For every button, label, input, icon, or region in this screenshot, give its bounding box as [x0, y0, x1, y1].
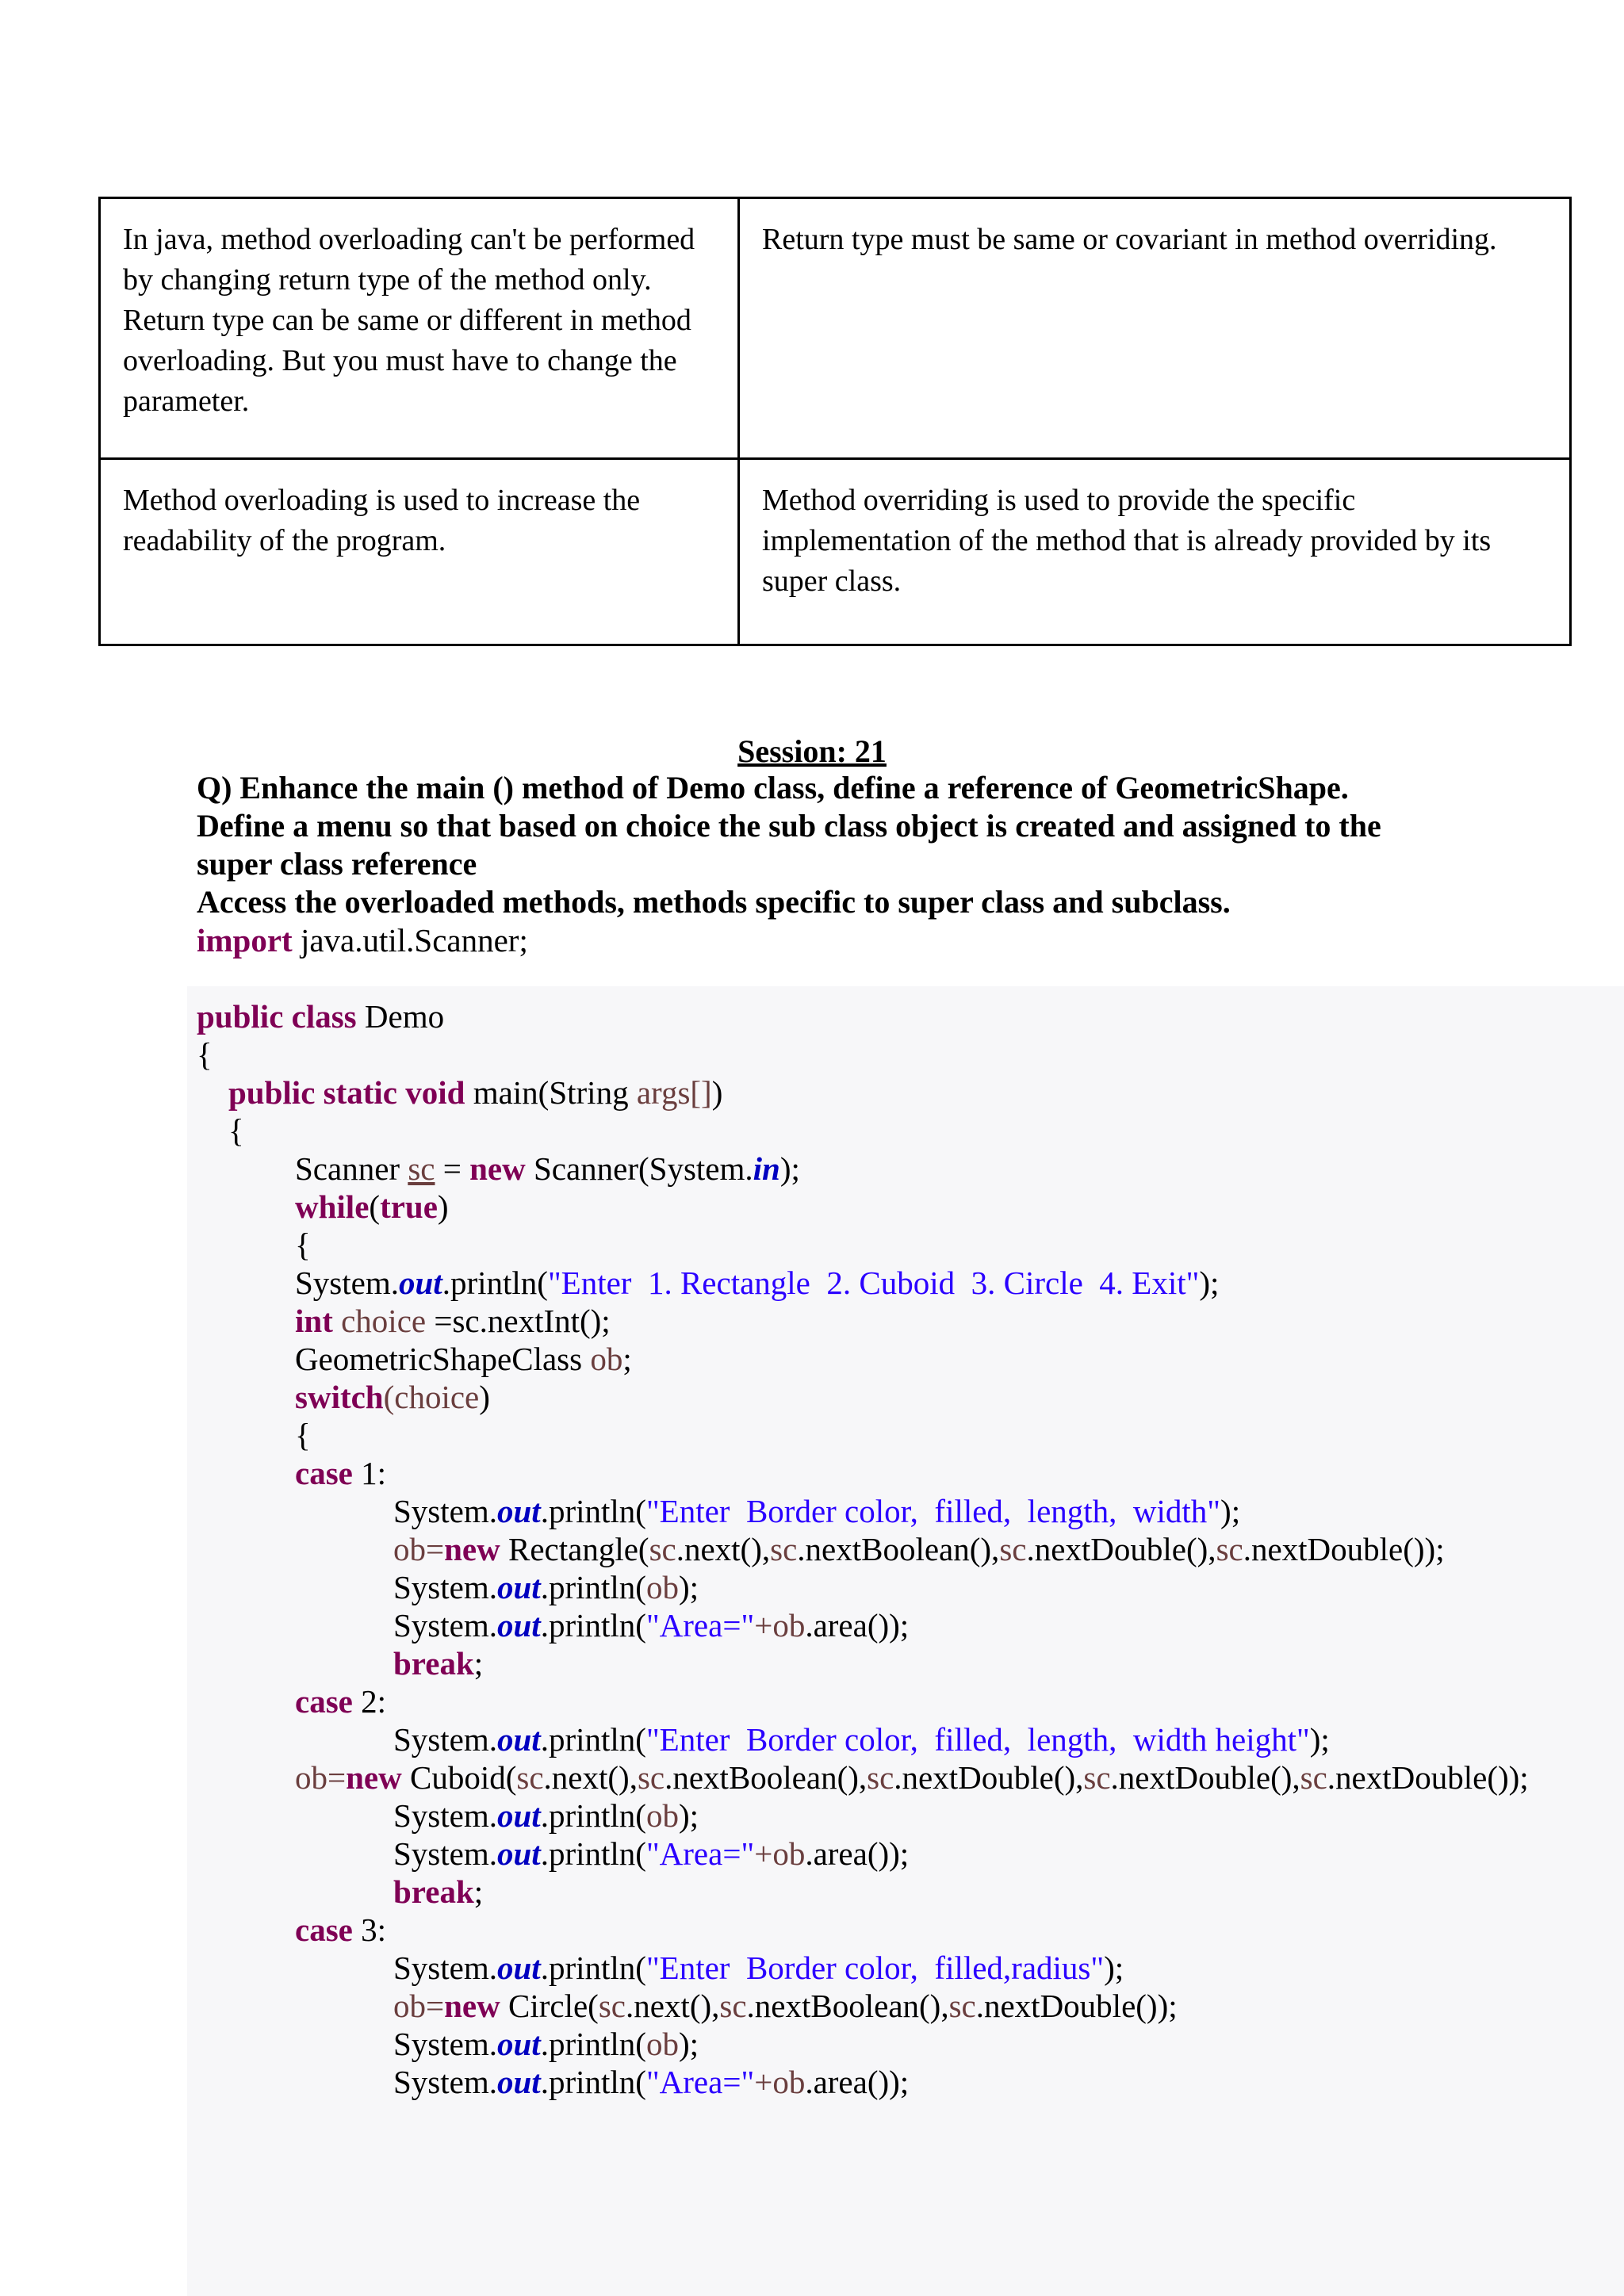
keyword: case	[295, 1683, 353, 1720]
keyword: import	[197, 922, 293, 959]
variable: sc	[598, 1988, 626, 2024]
code-text: .println(	[540, 1493, 646, 1529]
code-text: main(String	[465, 1074, 637, 1111]
code-text: 1:	[352, 1455, 387, 1491]
code-text: .area());	[805, 1835, 910, 1872]
comparison-table	[98, 197, 1572, 646]
keyword: true	[380, 1188, 438, 1225]
code-line-println-area	[393, 1835, 909, 1873]
keyword: void	[405, 1074, 465, 1111]
code-text: .println(	[540, 2026, 646, 2062]
string-literal: "Area="	[645, 2064, 755, 2100]
string-literal: "Area="	[645, 1835, 755, 1872]
code-text: );	[678, 1797, 699, 1834]
code-text: .println(	[442, 1265, 548, 1301]
code-line-main-decl	[228, 1073, 722, 1112]
code-text: .println(	[540, 1569, 646, 1605]
variable: sc	[516, 1759, 544, 1796]
variable: ob	[590, 1341, 623, 1377]
variable: sc	[1083, 1759, 1111, 1796]
code-line-brace	[295, 1416, 311, 1454]
static-field: out	[497, 1607, 541, 1644]
code-line-println	[393, 1720, 1330, 1758]
table-cell-overriding: Method overriding is used to provide the specific implementation of the method that is already provided by its super class.	[739, 459, 1571, 645]
variable: ob	[645, 1797, 679, 1834]
string-literal: "Enter Border color, filled, length, width"	[645, 1493, 1221, 1529]
code-text: System.	[393, 2026, 497, 2062]
code-line-choice	[295, 1302, 611, 1340]
code-line-println-ob	[393, 1568, 699, 1606]
static-field: out	[497, 1721, 541, 1758]
keyword: switch	[295, 1379, 384, 1415]
code-text: );	[1220, 1493, 1241, 1529]
code-text: .nextDouble(),	[894, 1759, 1084, 1796]
code-text: (	[369, 1188, 381, 1225]
variable: sc	[999, 1531, 1027, 1567]
question-text	[197, 769, 1481, 921]
code-text: .next(),	[543, 1759, 638, 1796]
code-text: );	[678, 2026, 699, 2062]
code-line-brace	[197, 1035, 213, 1073]
variable: choice	[394, 1379, 480, 1415]
question-line: Access the overloaded methods, methods specific to super class and subclass.	[197, 884, 1231, 920]
string-literal: "Enter Border color, filled, length, width height"	[645, 1721, 1310, 1758]
code-text: System.	[393, 1493, 497, 1529]
code-text: )	[711, 1074, 723, 1111]
keyword: class	[291, 998, 357, 1035]
code-line-shape-decl	[295, 1340, 632, 1378]
code-text: .nextBoolean(),	[797, 1531, 1000, 1567]
code-text: {	[295, 1226, 311, 1263]
code-line-println	[393, 1492, 1240, 1530]
code-text: System.	[393, 1950, 497, 1986]
code-text: .area());	[805, 2064, 910, 2100]
code-line-cuboid-new	[295, 1758, 1529, 1797]
variable: sc	[770, 1531, 798, 1567]
table-row	[100, 459, 1571, 645]
code-text: );	[678, 1569, 699, 1605]
static-field: out	[497, 2064, 541, 2100]
table-row	[100, 198, 1571, 459]
keyword: case	[295, 1455, 353, 1491]
code-text: {	[197, 1036, 213, 1073]
variable: sc	[1216, 1531, 1243, 1567]
code-line-class-decl	[197, 997, 444, 1035]
variable: ob=	[295, 1759, 347, 1796]
variable: sc	[408, 1150, 435, 1187]
code-text: System.	[393, 1607, 497, 1644]
code-text: Demo	[356, 998, 445, 1035]
code-line-scanner	[295, 1150, 800, 1188]
code-text: );	[1199, 1265, 1220, 1301]
variable: ob=	[393, 1531, 445, 1567]
code-text: java.util.Scanner;	[292, 922, 528, 959]
code-text: ;	[473, 1873, 484, 1910]
code-line-while	[295, 1188, 449, 1226]
code-text: .nextBoolean(),	[665, 1759, 868, 1796]
code-line-println-area	[393, 1606, 909, 1644]
code-text: .nextDouble(),	[1110, 1759, 1300, 1796]
table-cell-overriding: Return type must be same or covariant in method overriding.	[739, 198, 1571, 459]
table-cell-overloading: Method overloading is used to increase the readability of the program.	[100, 459, 739, 645]
keyword: new	[444, 1988, 500, 2024]
variable: +ob	[754, 1607, 806, 1644]
code-text: ;	[622, 1341, 632, 1377]
static-field: out	[497, 2026, 541, 2062]
code-text: (	[383, 1379, 395, 1415]
code-text: =sc.nextInt();	[426, 1303, 611, 1339]
keyword: new	[444, 1531, 500, 1567]
code-text: .next(),	[676, 1531, 771, 1567]
code-text: System.	[393, 1835, 497, 1872]
code-line-case	[295, 1454, 386, 1492]
code-text: Circle(	[500, 1988, 599, 2024]
question-line: super class reference	[197, 846, 477, 882]
static-field: out	[399, 1265, 442, 1301]
static-field: in	[753, 1150, 780, 1187]
variable: args[]	[636, 1074, 712, 1111]
variable: sc	[867, 1759, 894, 1796]
keyword: public	[197, 998, 284, 1035]
keyword: break	[393, 1645, 474, 1682]
keyword: static	[323, 1074, 397, 1111]
code-text: .println(	[540, 1950, 646, 1986]
string-literal: "Enter Border color, filled,radius"	[645, 1950, 1105, 1986]
code-text: 3:	[352, 1911, 387, 1948]
code-line-println-ob	[393, 1797, 699, 1835]
variable: sc	[1300, 1759, 1327, 1796]
variable: sc	[948, 1988, 976, 2024]
code-line-import	[197, 921, 528, 959]
static-field: out	[497, 1835, 541, 1872]
keyword: int	[295, 1303, 333, 1339]
code-text: System.	[393, 1797, 497, 1834]
code-line-circle-new	[393, 1987, 1178, 2025]
code-line-menu-println	[295, 1264, 1219, 1302]
code-text: )	[437, 1188, 449, 1225]
code-line-brace	[295, 1226, 311, 1264]
code-text: =	[435, 1150, 470, 1187]
variable: choice	[332, 1303, 427, 1339]
code-text: .println(	[540, 1797, 646, 1834]
variable: sc	[637, 1759, 665, 1796]
keyword: case	[295, 1911, 353, 1948]
variable: sc	[719, 1988, 747, 2024]
code-text: );	[1309, 1721, 1330, 1758]
code-line-println-ob	[393, 2025, 699, 2063]
code-line-case	[295, 1682, 386, 1720]
code-text: ;	[473, 1645, 484, 1682]
code-line-println-area	[393, 2063, 909, 2101]
code-text: .nextDouble());	[1327, 1759, 1529, 1796]
code-text: .area());	[805, 1607, 910, 1644]
code-text: .println(	[540, 1835, 646, 1872]
code-text: {	[228, 1112, 244, 1149]
code-line-rectangle-new	[393, 1530, 1445, 1568]
code-text: System.	[393, 2064, 497, 2100]
code-text: {	[295, 1417, 311, 1453]
string-literal: "Enter 1. Rectangle 2. Cuboid 3. Circle 4. Exit"	[547, 1265, 1200, 1301]
static-field: out	[497, 1950, 541, 1986]
question-line: Q) Enhance the main () method of Demo class, define a reference of GeometricShape.	[197, 770, 1349, 806]
code-text: );	[779, 1150, 800, 1187]
code-text: .nextDouble());	[975, 1988, 1178, 2024]
code-text: Rectangle(	[500, 1531, 649, 1567]
keyword: break	[393, 1873, 474, 1910]
variable: ob	[645, 1569, 679, 1605]
code-text: .println(	[540, 1607, 646, 1644]
code-text: Cuboid(	[401, 1759, 517, 1796]
code-text: Scanner(System.	[525, 1150, 753, 1187]
code-line-break	[393, 1873, 483, 1911]
code-text: .nextBoolean(),	[746, 1988, 949, 2024]
keyword: public	[228, 1074, 316, 1111]
code-text: System.	[393, 1721, 497, 1758]
session-heading: Session: 21	[737, 733, 887, 769]
code-text: .next(),	[625, 1988, 720, 2024]
code-line-println	[393, 1949, 1124, 1987]
code-text: 2:	[352, 1683, 387, 1720]
code-text: GeometricShapeClass	[295, 1341, 591, 1377]
question-line: Define a menu so that based on choice the sub class object is created and assigned to the	[197, 808, 1381, 844]
string-literal: "Area="	[645, 1607, 755, 1644]
code-text: Scanner	[295, 1150, 408, 1187]
static-field: out	[497, 1569, 541, 1605]
code-line-brace	[228, 1112, 244, 1150]
code-text: .nextDouble(),	[1026, 1531, 1216, 1567]
code-text: .println(	[540, 2064, 646, 2100]
code-line-switch	[295, 1378, 490, 1416]
table-cell-overloading: In java, method overloading can't be performed by changing return type of the method only. Return type can be same or different in method overloading. But you must have to change the parameter.	[100, 198, 739, 459]
variable: ob	[645, 2026, 679, 2062]
code-line-break	[393, 1644, 483, 1682]
keyword: new	[469, 1150, 526, 1187]
static-field: out	[497, 1493, 541, 1529]
code-text: System.	[393, 1569, 497, 1605]
variable: +ob	[754, 1835, 806, 1872]
keyword: new	[346, 1759, 402, 1796]
variable: ob=	[393, 1988, 445, 2024]
variable: +ob	[754, 2064, 806, 2100]
keyword: while	[295, 1188, 370, 1225]
code-text: );	[1104, 1950, 1124, 1986]
code-line-case	[295, 1911, 386, 1949]
code-text: )	[479, 1379, 490, 1415]
code-text: .println(	[540, 1721, 646, 1758]
variable: sc	[649, 1531, 676, 1567]
static-field: out	[497, 1797, 541, 1834]
code-text: System.	[295, 1265, 399, 1301]
code-text: .nextDouble());	[1243, 1531, 1445, 1567]
